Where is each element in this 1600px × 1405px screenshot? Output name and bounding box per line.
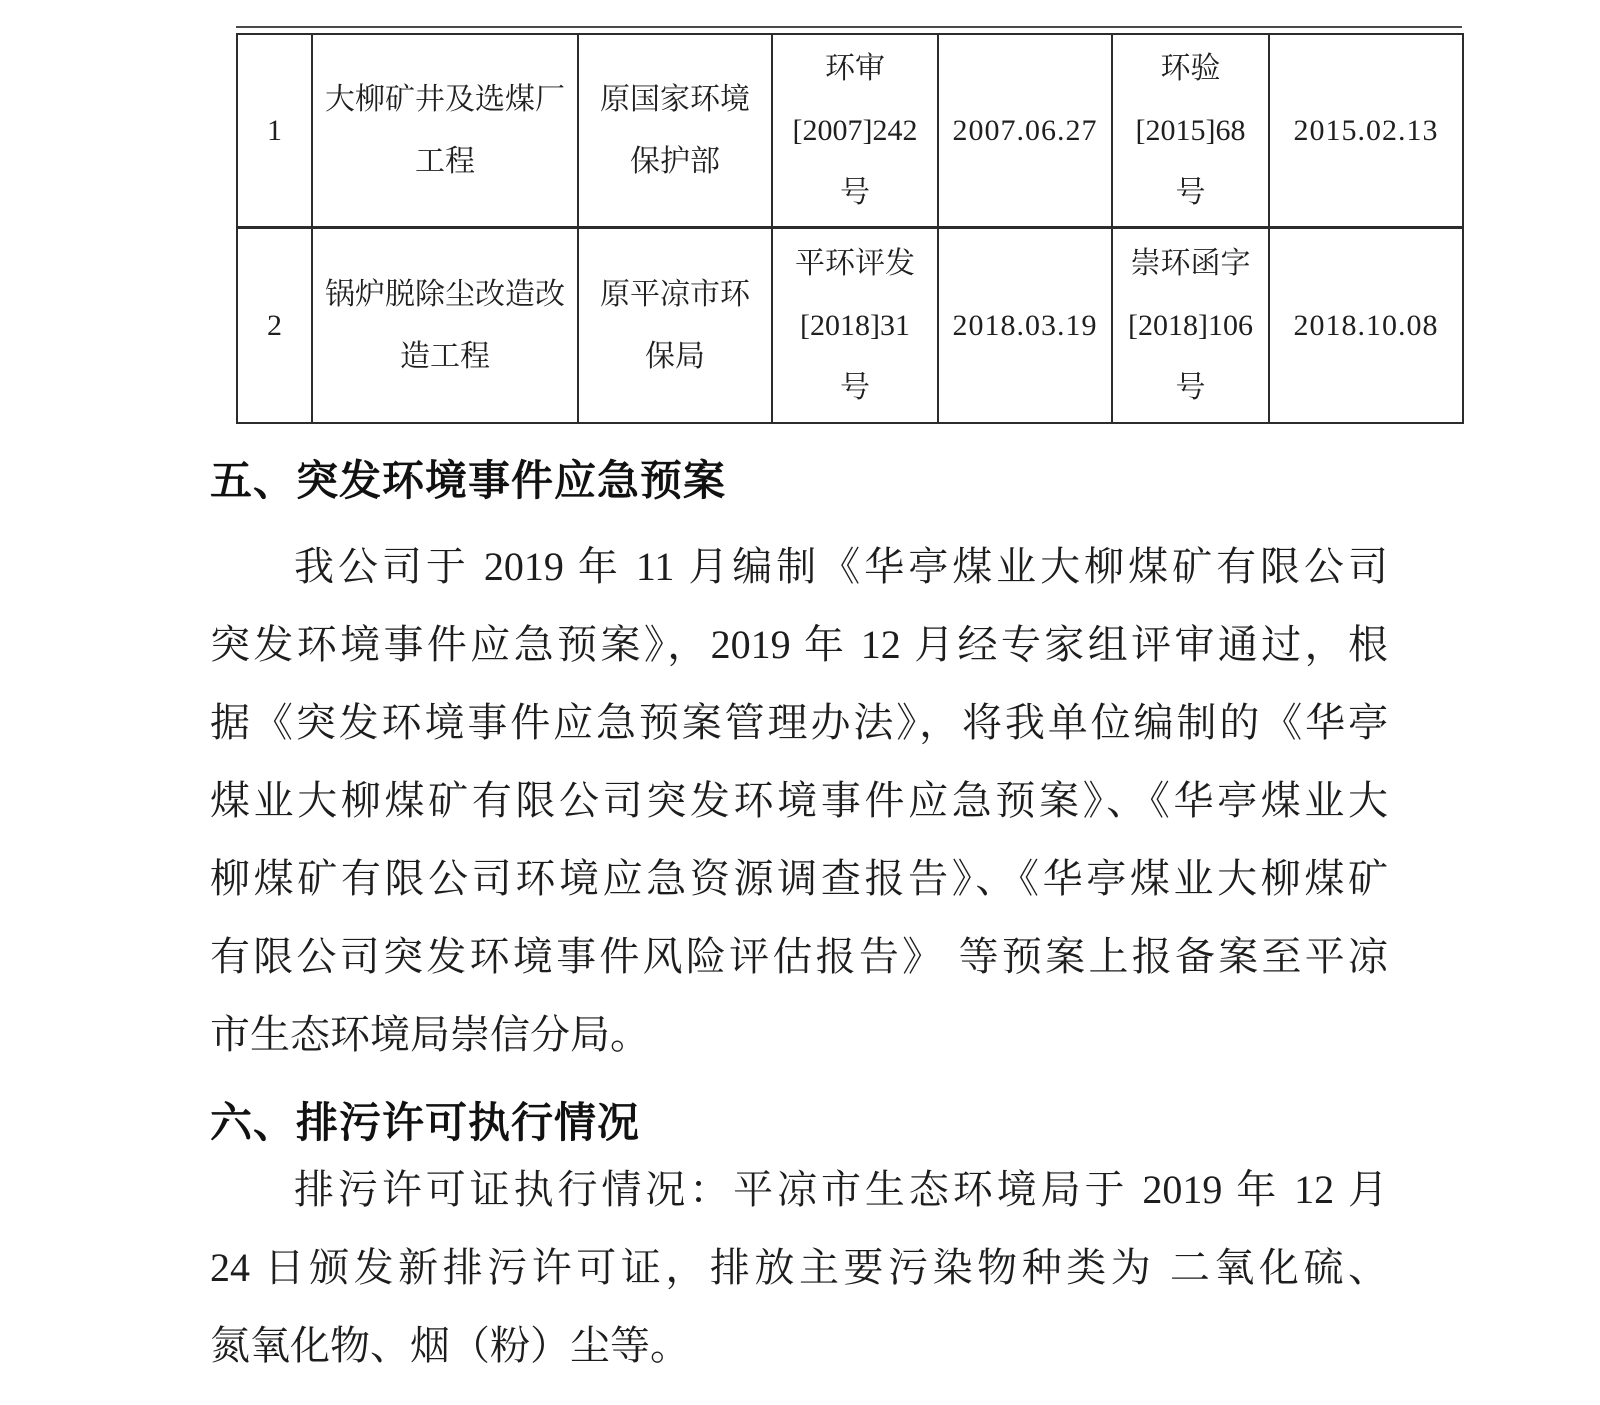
cell-line: 锅炉脱除尘改造改 [325, 277, 565, 311]
cell-approval-authority [578, 34, 772, 228]
cell-line: 号 [840, 370, 870, 404]
paragraph-line: 煤业大柳煤矿有限公司突发环境事件应急预案》、《华亭煤业大 [210, 778, 1388, 823]
cell-acceptance-doc-number [1112, 34, 1269, 228]
cell-line: 平环评发 [795, 246, 915, 280]
cell-approval-authority [578, 228, 772, 424]
cell-approval-date: 2007.06.27 [938, 34, 1112, 228]
cell-row-number: 1 [237, 34, 312, 228]
section-6-heading: 六、排污许可执行情况 [210, 1099, 641, 1146]
table-row [237, 228, 1463, 424]
cell-line: 崇环函字 [1130, 246, 1251, 280]
cell-line: 原国家环境 [600, 82, 750, 116]
paragraph-line: 氮氧化物、烟（粉）尘等。 [210, 1323, 690, 1368]
cell-line: 号 [840, 175, 870, 209]
section-6-paragraph [210, 1151, 1388, 1385]
cell-line: 保护部 [630, 144, 720, 178]
cell-line: 环审 [825, 51, 885, 85]
section-5-heading: 五、突发环境事件应急预案 [210, 457, 727, 504]
paragraph-line: 柳煤矿有限公司环境应急资源调查报告》、《华亭煤业大柳煤矿 [210, 856, 1388, 901]
cell-line: [2007]242 [792, 113, 918, 147]
cell-line: [2018]106 [1128, 308, 1253, 342]
cell-line: 造工程 [400, 339, 490, 373]
paragraph-line: 有限公司突发环境事件风险评估报告》 等预案上报备案至平凉 [210, 934, 1388, 979]
cell-line: [2015]68 [1135, 113, 1246, 147]
cell-approval-date: 2018.03.19 [938, 228, 1112, 424]
paragraph-line: 我公司于 2019 年 11 月编制《华亭煤业大柳煤矿有限公司 [294, 544, 1388, 589]
approval-table [236, 33, 1464, 424]
cell-line: 保局 [645, 339, 705, 373]
cell-row-number: 2 [237, 228, 312, 424]
cell-line: 工程 [415, 144, 475, 178]
cell-acceptance-date: 2018.10.08 [1269, 228, 1463, 424]
cell-line: 号 [1175, 175, 1206, 209]
table-top-rule [236, 26, 1462, 28]
cell-project-name [312, 34, 578, 228]
cell-line: 环验 [1160, 51, 1221, 85]
cell-approval-doc-number [772, 228, 938, 424]
paragraph-line: 市生态环境局崇信分局。 [210, 1012, 650, 1057]
cell-acceptance-date: 2015.02.13 [1269, 34, 1463, 228]
cell-line: 原平凉市环 [600, 277, 750, 311]
paragraph-line: 排污许可证执行情况：平凉市生态环境局于 2019 年 12 月 [294, 1167, 1388, 1212]
paragraph-line: 据《突发环境事件应急预案管理办法》，将我单位编制的《华亭 [210, 700, 1388, 745]
table-row [237, 34, 1463, 228]
paragraph-line: 24 日颁发新排污许可证，排放主要污染物种类为 二氧化硫、 [210, 1245, 1388, 1290]
cell-approval-doc-number [772, 34, 938, 228]
cell-project-name [312, 228, 578, 424]
cell-line: [2018]31 [800, 308, 910, 342]
paragraph-line: 突发环境事件应急预案》，2019 年 12 月经专家组评审通过，根 [210, 622, 1388, 667]
cell-acceptance-doc-number [1112, 228, 1269, 424]
cell-line: 号 [1175, 370, 1206, 404]
section-5-paragraph [210, 528, 1388, 1074]
cell-line: 大柳矿井及选煤厂 [325, 82, 565, 116]
